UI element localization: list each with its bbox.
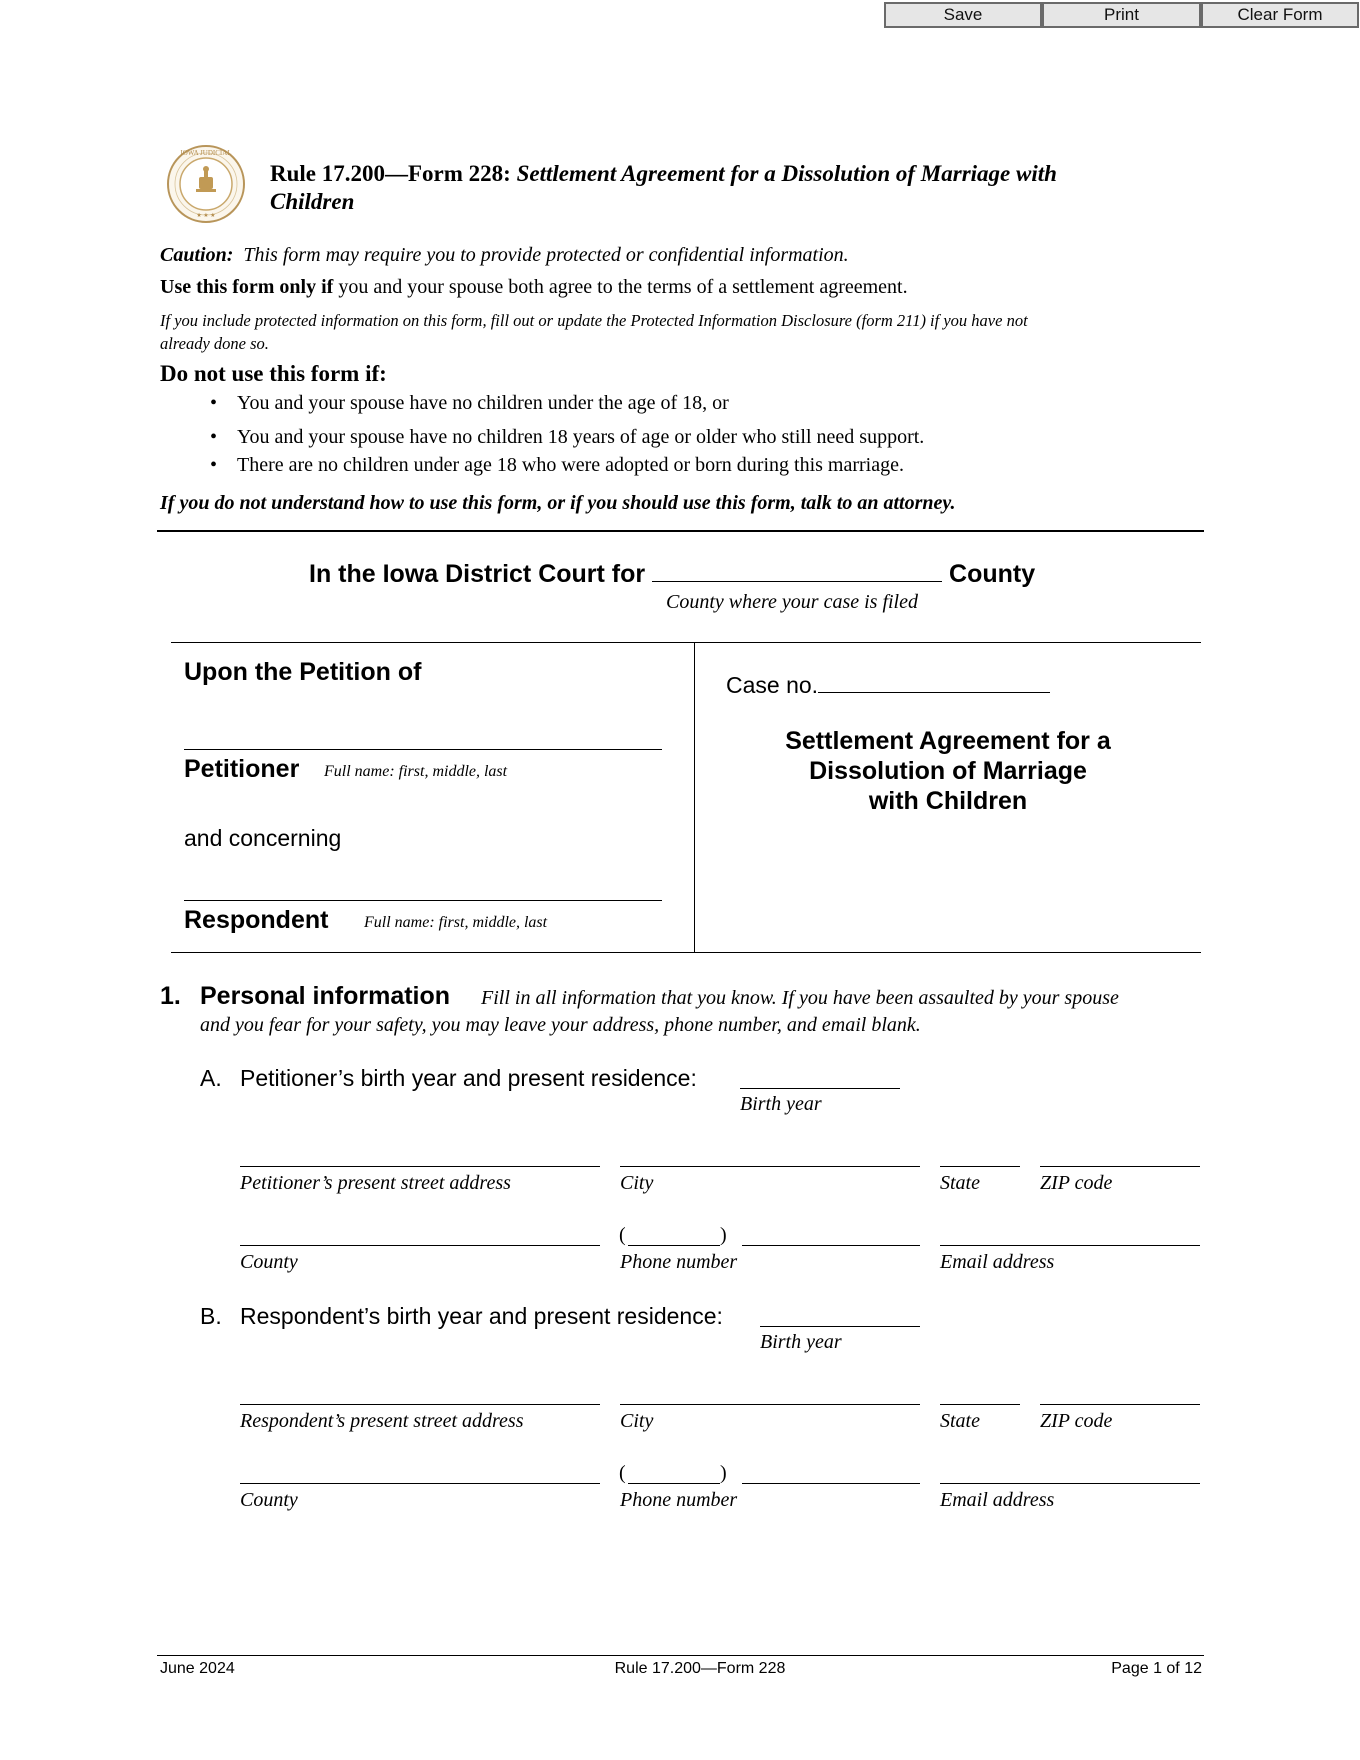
petitioner-phone-hint: Phone number [620,1251,738,1273]
and-concerning-label: and concerning [184,825,342,851]
petitioner-label: Petitioner [184,755,300,783]
petitioner-name-hint: Full name: first, middle, last [324,763,508,780]
petitioner-street-hint: Petitioner’s present street address [240,1172,511,1194]
caution-text: This form may require you to provide protected or confidential information. [243,244,849,266]
caution-label: Caution: [160,244,234,266]
footer-form-ref: Rule 17.200—Form 228 [614,1660,786,1677]
subsection-a-letter: A. [200,1065,222,1091]
list-item: • You and your spouse have no children 18 years of age or older who still need support. [210,426,925,448]
subsection-a-label: Petitioner’s birth year and present residence: [240,1065,697,1091]
petitioner-email-input[interactable] [940,1245,1200,1246]
protected-note [160,309,1220,355]
save-button[interactable]: Save [884,2,1042,28]
respondent-birth-year-hint: Birth year [760,1331,842,1353]
svg-text:IOWA JUDICIAL: IOWA JUDICIAL [180,149,232,157]
court-prefix: In the Iowa District Court for [309,560,646,588]
respondent-county-hint: County [240,1489,298,1511]
petitioner-area-code-input[interactable] [628,1245,720,1246]
respondent-birth-year-input[interactable] [760,1326,920,1327]
case-no-label: Case no. [726,672,819,698]
petitioner-city-input[interactable] [620,1166,920,1167]
court-suffix: County [949,560,1036,588]
divider [157,530,1204,532]
court-heading [309,560,1035,589]
document-title-line1: Settlement Agreement for a [785,727,1111,755]
respondent-state-input[interactable] [940,1404,1020,1405]
footer-date: June 2024 [160,1660,235,1677]
list-item: • There are no children under age 18 who were adopted or born during this marriage. [210,454,904,476]
respondent-state-hint: State [940,1410,980,1432]
document-title-line2: Dissolution of Marriage [809,757,1087,785]
respondent-zip-input[interactable] [1040,1404,1200,1405]
petitioner-birth-year-input[interactable] [740,1088,900,1089]
form-title [270,160,1170,216]
svg-text:★ ★ ★: ★ ★ ★ [196,213,216,219]
petitioner-city-hint: City [620,1172,654,1194]
use-only-label: Use this form only if [160,276,334,298]
use-only-text: you and your spouse both agree to the terms of a settlement agreement. [338,276,908,298]
protected-note-line2: already done so. [160,334,269,353]
document-title-line3: with Children [868,787,1028,815]
caption-top-rule [171,642,1201,643]
respondent-area-code-paren-open: ( [619,1462,626,1484]
petitioner-area-code-paren-open: ( [619,1224,626,1246]
petitioner-birth-year-hint: Birth year [740,1093,822,1115]
subsection-b-letter: B. [200,1303,222,1329]
form-title-line2: Children [270,189,355,214]
respondent-area-code-paren-close: ) [720,1462,727,1484]
list-item: • You and your spouse have no children under the age of 18, or [210,392,729,414]
respondent-label: Respondent [184,906,329,934]
respondent-email-input[interactable] [940,1483,1200,1484]
respondent-street-hint: Respondent’s present street address [240,1410,524,1432]
upon-petition-label: Upon the Petition of [184,658,422,686]
petitioner-state-input[interactable] [940,1166,1020,1167]
section-1-heading: Personal information [200,982,451,1010]
iowa-judicial-branch-seal [166,144,246,224]
petitioner-zip-input[interactable] [1040,1166,1200,1167]
respondent-city-hint: City [620,1410,654,1432]
petitioner-email-hint: Email address [940,1251,1055,1273]
petitioner-county-input[interactable] [240,1245,600,1246]
respondent-name-hint: Full name: first, middle, last [364,914,548,931]
respondent-name-input[interactable] [184,900,662,901]
respondent-city-input[interactable] [620,1404,920,1405]
protected-note-line1: If you include protected information on this form, fill out or update the Protected Information Disclosure (form 211) if you have not [160,311,1028,330]
respondent-area-code-input[interactable] [628,1483,720,1484]
county-hint: County where your case is filed [666,591,918,613]
respondent-phone-hint: Phone number [620,1489,738,1511]
document-title [700,726,1196,816]
attorney-note: If you do not understand how to use this form, or if you should use this form, talk to an attorney. [160,492,956,514]
petitioner-zip-hint: ZIP code [1040,1172,1113,1194]
respondent-zip-hint: ZIP code [1040,1410,1113,1432]
petitioner-phone-input[interactable] [742,1245,920,1246]
petitioner-area-code-paren-close: ) [720,1224,727,1246]
case-number-input[interactable] [818,674,1050,693]
use-only-line [160,276,908,299]
rule-prefix: Rule 17.200—Form 228: [270,161,511,186]
petitioner-state-hint: State [940,1172,980,1194]
print-button[interactable]: Print [1042,2,1201,28]
petitioner-name-input[interactable] [184,749,662,750]
caution-line [160,244,849,267]
caption-bottom-rule [171,952,1201,953]
section-1-instructions-line1: Fill in all information that you know. If you have been assaulted by your spouse [481,987,1119,1009]
case-number-row [726,672,1050,699]
respondent-email-hint: Email address [940,1489,1055,1511]
petitioner-street-input[interactable] [240,1166,600,1167]
respondent-street-input[interactable] [240,1404,600,1405]
clear-form-button[interactable]: Clear Form [1201,2,1359,28]
footer-rule [157,1655,1204,1656]
caption-divider [694,642,695,952]
form-title-line1: Settlement Agreement for a Dissolution of Marriage with [516,161,1057,186]
section-1-instructions-line2: and you fear for your safety, you may leave your address, phone number, and email blank. [200,1014,921,1036]
petitioner-county-hint: County [240,1251,298,1273]
respondent-county-input[interactable] [240,1483,600,1484]
section-1-number: 1. [160,982,181,1010]
county-input[interactable] [652,561,942,582]
subsection-b-label: Respondent’s birth year and present residence: [240,1303,723,1329]
respondent-phone-input[interactable] [742,1483,920,1484]
footer-page-number: Page 1 of 12 [1111,1660,1202,1677]
do-not-use-heading: Do not use this form if: [160,361,387,386]
